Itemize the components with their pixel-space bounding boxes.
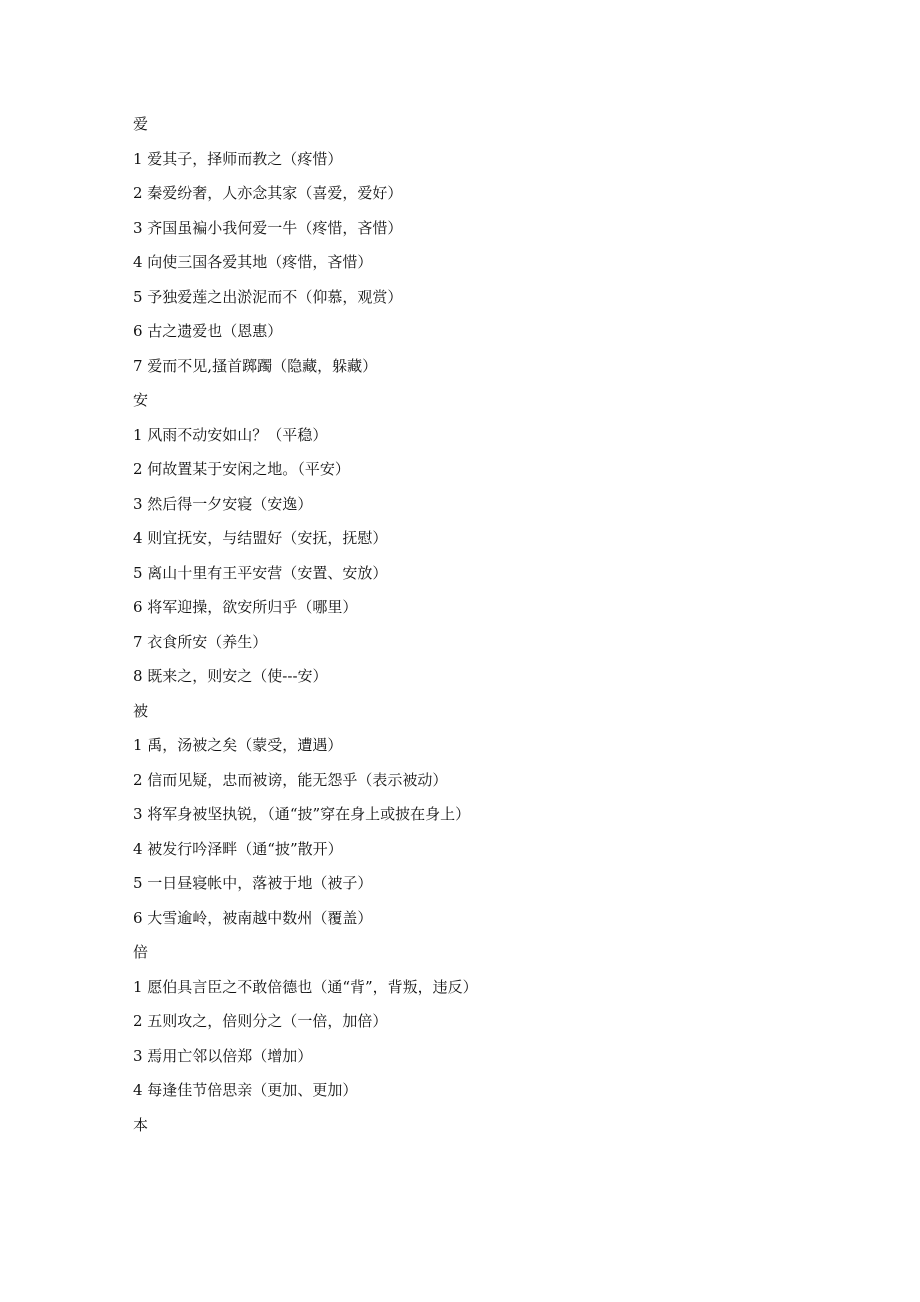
section-heading: 爱: [133, 115, 149, 133]
list-item: 4 每逢佳节倍思亲（更加、更加）: [133, 1081, 358, 1099]
list-item: 5 一日昼寝帐中，落被于地（被子）: [133, 874, 373, 892]
list-item: 2 何故置某于安闲之地。（平安）: [133, 460, 350, 478]
list-item: 4 则宜抚安，与结盟好（安抚，抚慰）: [133, 529, 388, 547]
list-item: 6 大雪逾岭，被南越中数州（覆盖）: [133, 908, 373, 927]
section-heading: 安: [133, 391, 149, 409]
list-item: 5 予独爱莲之出淤泥而不（仰慕，观赏）: [133, 287, 403, 306]
list-item: 5 离山十里有王平安营（安置、安放）: [133, 563, 388, 582]
list-item: 4 向使三国各爱其地（疼惜，吝惜）: [133, 253, 373, 271]
list-item: 1 风雨不动安如山？（平稳）: [133, 425, 328, 444]
list-item: 2 五则攻之，倍则分之（一倍，加倍）: [133, 1012, 388, 1030]
list-item: 2 信而见疑，忠而被谤，能无怨乎（表示被动）: [133, 770, 448, 789]
document-content: [133, 112, 833, 1147]
section-heading: 倍: [133, 943, 149, 961]
list-item: 3 焉用亡邻以倍郑（增加）: [133, 1046, 313, 1065]
list-item: 8 既来之，则安之（使---安）: [133, 667, 328, 685]
list-item: 6 将军迎操，欲安所归乎（哪里）: [133, 598, 358, 616]
list-item: 6 古之遗爱也（恩惠）: [133, 322, 283, 340]
list-item: 3 齐国虽褊小我何爱一牛（疼惜，吝惜）: [133, 218, 403, 237]
list-item: 2 秦爱纷奢，人亦念其家（喜爱，爱好）: [133, 184, 403, 202]
list-item: 3 然后得一夕安寝（安逸）: [133, 494, 313, 513]
list-item: 7 爱而不见,搔首踯躅（隐藏，躲藏）: [133, 356, 378, 375]
list-item: 1 爱其子，择师而教之（疼惜）: [133, 149, 343, 168]
list-item: 1 愿伯具言臣之不敢倍德也（通“背”，背叛，违反）: [133, 977, 478, 996]
list-item: 3 将军身被坚执锐，（通“披”穿在身上或披在身上）: [133, 805, 471, 823]
list-item: 4 被发行吟泽畔（通“披”散开）: [133, 839, 343, 858]
section-heading: 本: [133, 1115, 149, 1134]
section-heading: 被: [133, 701, 149, 720]
list-item: 1 禹，汤被之矣（蒙受，遭遇）: [133, 736, 343, 754]
list-item: 7 衣食所安（养生）: [133, 632, 268, 651]
